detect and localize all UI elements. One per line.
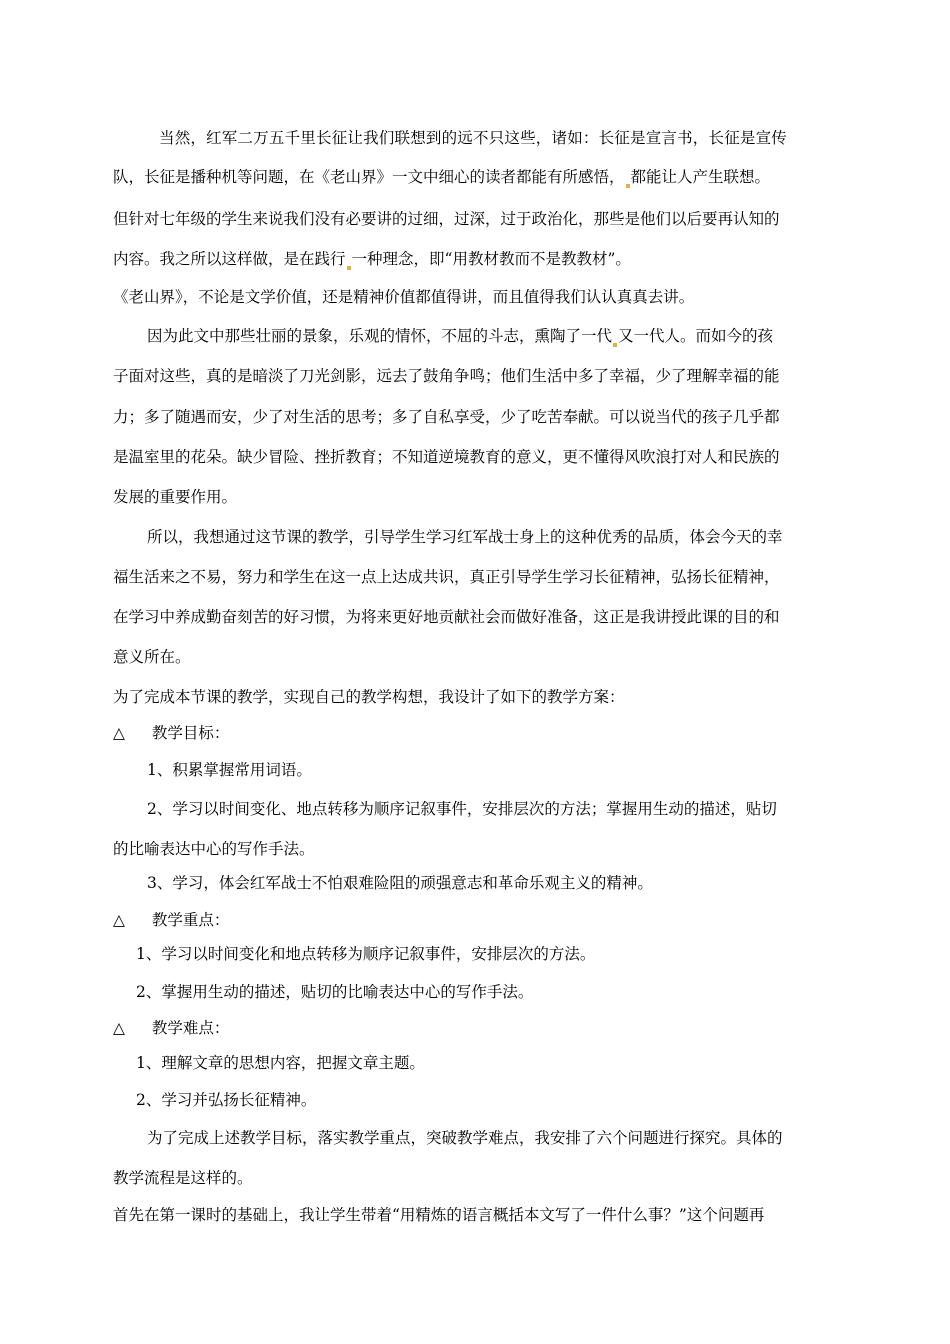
text-run: 《老山界》，不论是文学价值，还是精神价值都值得讲，而且值得我们认认真真去讲。 bbox=[113, 288, 695, 306]
text-run: 当然，红军二万五千里长征让我们联想到的远不只这些，诸如：长征是宣言书，长征是宣传 bbox=[159, 129, 788, 147]
text-run: 内容。我之所以这样做，是在践行 bbox=[113, 250, 346, 268]
text-run: 3、学习，体会红军战士不怕艰难险阻的顽强意志和革命乐观主义的精神。 bbox=[147, 874, 653, 892]
key-point-item-2 bbox=[136, 982, 950, 1002]
paragraph-1-line-3 bbox=[113, 209, 950, 229]
paragraph-1-line-4 bbox=[113, 249, 950, 270]
text-run: 在学习中养成勤奋刻苦的好习惯，为将来更好地贡献社会而做好准备，这正是我讲授此课的目的和 bbox=[113, 608, 780, 626]
highlight-mark bbox=[613, 343, 617, 347]
text-run: 1、积累掌握常用词语。 bbox=[147, 761, 312, 779]
text-run: 福生活来之不易，努力和学生在这一点上达成共识，真正引导学生学习长征精神，弘扬长征精神， bbox=[113, 568, 780, 586]
objective-item-2-line-1 bbox=[147, 799, 950, 819]
section-heading-text: 教学重点： bbox=[151, 911, 230, 929]
triangle-bullet: △ bbox=[113, 1019, 125, 1037]
text-run: 子面对这些，真的是暗淡了刀光剑影，远去了鼓角争鸣；他们生活中多了幸福，少了理解幸福的能 bbox=[113, 367, 780, 385]
paragraph-6-line-2 bbox=[113, 1168, 950, 1188]
text-run: 又一代人。而如今的孩 bbox=[618, 327, 774, 345]
paragraph-3-line-2 bbox=[113, 366, 950, 386]
section-heading-text: 教学难点： bbox=[151, 1019, 230, 1037]
text-run: 教学流程是这样的。 bbox=[113, 1169, 253, 1187]
text-run: 为了完成本节课的教学，实现自己的教学构想，我设计了如下的教学方案： bbox=[113, 688, 625, 706]
paragraph-2-line-1 bbox=[113, 287, 950, 307]
paragraph-7-line-1 bbox=[113, 1205, 950, 1225]
text-run: 首先在第一课时的基础上，我让学生带着“用精炼的语言概括本文写了一件什么事？”这个问题再 bbox=[113, 1206, 765, 1224]
text-run: 2、学习以时间变化、地点转移为顺序记叙事件，安排层次的方法；掌握用生动的描述，贴切 bbox=[147, 800, 777, 818]
paragraph-6-line-1 bbox=[147, 1128, 950, 1148]
highlight-mark bbox=[347, 266, 351, 270]
objective-item-2-line-2 bbox=[113, 839, 950, 859]
text-run: 发展的重要作用。 bbox=[113, 488, 238, 506]
section-heading-difficulties bbox=[113, 1018, 950, 1038]
paragraph-4-line-2 bbox=[113, 567, 950, 587]
text-run: 所以，我想通过这节课的教学，引导学生学习红军战士身上的这种优秀的品质，体会今天的幸 bbox=[147, 528, 783, 546]
objective-item-1 bbox=[147, 760, 950, 780]
text-run: 但针对七年级的学生来说我们没有必要讲的过细，过深，过于政治化，那些是他们以后要再认知的 bbox=[113, 210, 780, 228]
section-heading-key-points bbox=[113, 910, 950, 930]
paragraph-1-line-2 bbox=[113, 167, 950, 188]
text-run: 因为此文中那些壮丽的景象，乐观的情怀，不屈的斗志，熏陶了一代 bbox=[147, 327, 613, 345]
triangle-bullet: △ bbox=[113, 724, 125, 742]
key-point-item-1 bbox=[136, 944, 950, 964]
text-run: 的比喻表达中心的写作手法。 bbox=[113, 840, 315, 858]
paragraph-3-line-1 bbox=[147, 326, 950, 347]
triangle-bullet: △ bbox=[113, 911, 125, 929]
paragraph-4-line-3 bbox=[113, 607, 950, 627]
text-run: 队，长征是播种机等问题，在《老山界》一文中细心的读者都能有所感悟， bbox=[113, 168, 625, 186]
objective-item-3 bbox=[147, 873, 950, 893]
difficulty-item-2 bbox=[136, 1090, 950, 1110]
text-run: 都能让人产生联想。 bbox=[630, 168, 771, 186]
paragraph-3-line-3 bbox=[113, 407, 950, 427]
paragraph-4-line-1 bbox=[147, 527, 950, 547]
section-heading-text: 教学目标： bbox=[151, 724, 230, 742]
text-run: 力；多了随遇而安，少了对生活的思考；多了自私享受，少了吃苦奉献。可以说当代的孩子几乎都 bbox=[113, 408, 780, 426]
text-run: 为了完成上述教学目标，落实教学重点，突破教学难点，我安排了六个问题进行探究。具体的 bbox=[147, 1129, 783, 1147]
paragraph-3-line-5 bbox=[113, 487, 950, 507]
highlight-mark bbox=[626, 184, 630, 188]
paragraph-3-line-4 bbox=[113, 447, 950, 467]
paragraph-5-line-1 bbox=[113, 687, 950, 707]
text-run: 1、学习以时间变化和地点转移为顺序记叙事件，安排层次的方法。 bbox=[136, 945, 596, 963]
section-heading-objectives bbox=[113, 723, 950, 743]
difficulty-item-1 bbox=[136, 1053, 950, 1073]
text-run: 是温室里的花朵。缺少冒险、挫折教育；不知道逆境教育的意义，更不懂得风吹浪打对人和民族的 bbox=[113, 448, 780, 466]
text-run: 1、理解文章的思想内容，把握文章主题。 bbox=[136, 1054, 425, 1072]
paragraph-4-line-4 bbox=[113, 647, 950, 667]
text-run: 2、掌握用生动的描述，贴切的比喻表达中心的写作手法。 bbox=[136, 983, 534, 1001]
text-run: 一种理念，即“用教材教而不是教教材”。 bbox=[351, 250, 631, 268]
text-run: 2、学习并弘扬长征精神。 bbox=[136, 1091, 317, 1109]
text-run: 意义所在。 bbox=[113, 648, 191, 666]
paragraph-1-line-1 bbox=[159, 128, 839, 148]
